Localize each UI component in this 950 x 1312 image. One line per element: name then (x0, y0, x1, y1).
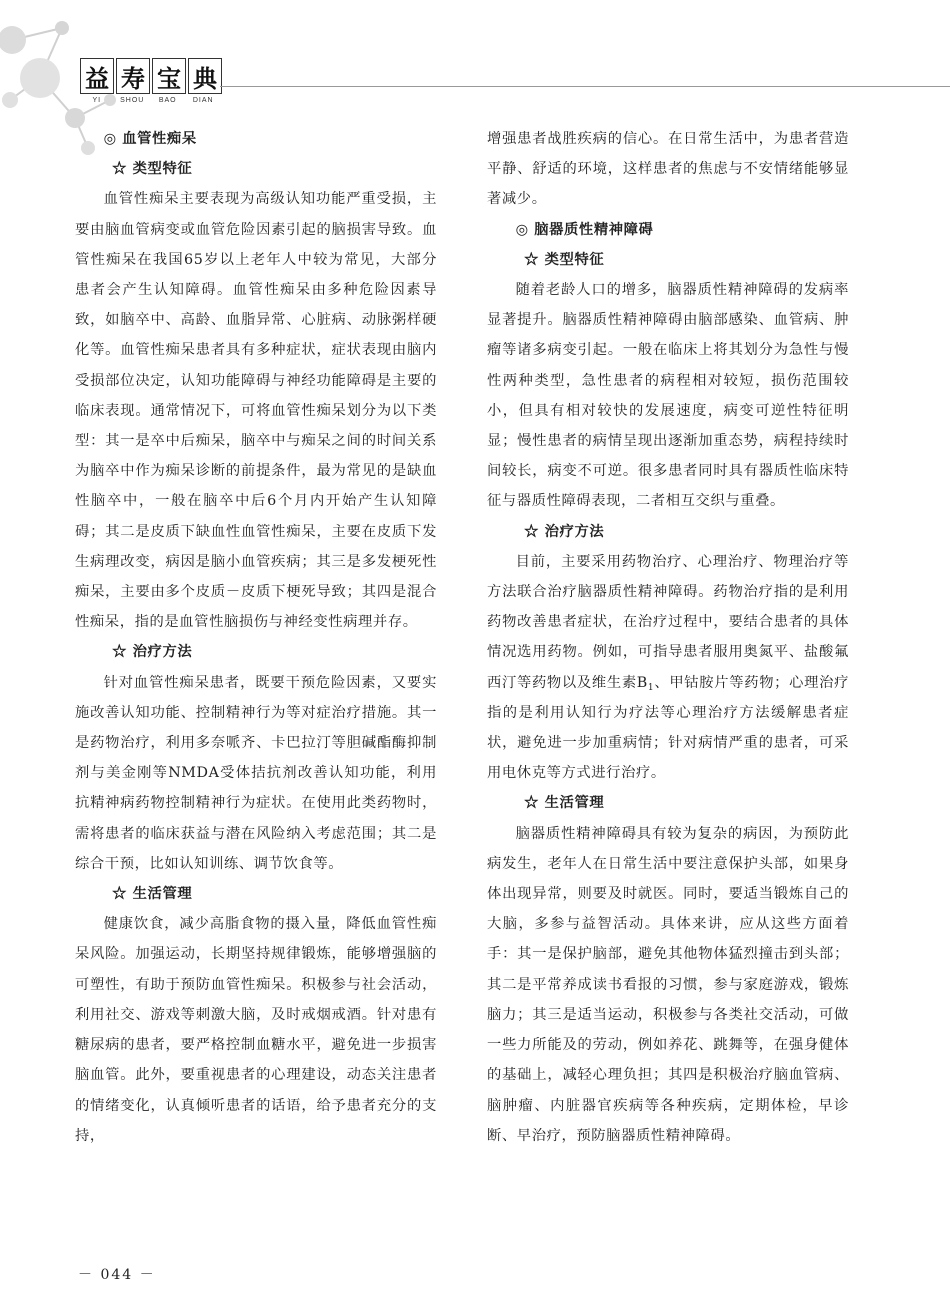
title-char: 典 (188, 58, 222, 94)
paragraph-lifestyle: 健康饮食，减少高脂食物的摄入量，降低血管性痴呆风险。加强运动，长期坚持规律锻炼，能够增强脑的可塑性，有助于预防血管性痴呆。积极参与社会活动，利用社交、游戏等刺激大脑，及时戒烟戒酒。针对患有糖尿病的患者，要严格控制血糖水平，避免进一步损害脑血管。此外，要重视患者的心理建设，动态关注患者的情绪变化，认真倾听患者的话语，给予患者充分的支持， (75, 916, 437, 1144)
subscript: 1 (647, 682, 655, 693)
paragraph-text: 、甲钴胺片等药物；心理治疗指的是利用认知行为疗法等心理治疗方法缓解患者症状，避免进一步加重病情；针对病情严重的患者，可采用电休克等方式进行治疗。 (487, 674, 849, 782)
pinyin-label: YI (92, 97, 102, 104)
masthead (80, 58, 222, 104)
pinyin-label: SHOU (120, 97, 145, 104)
masthead-pinyin (80, 97, 222, 104)
pinyin-label: DIAN (192, 97, 214, 104)
subheading-treatment: ☆ 治疗方法 (112, 644, 193, 661)
subheading-treatment: ☆ 治疗方法 (524, 523, 605, 540)
header-rule (220, 86, 950, 87)
title-char: 益 (80, 58, 114, 94)
pinyin-label: BAO (158, 97, 177, 104)
paragraph-continued: 增强患者战胜疾病的信心。在日常生活中，为患者营造平静、舒适的环境，这样患者的焦虑与不安情绪能够显著减少。 (487, 131, 849, 208)
paragraph-types: 血管性痴呆主要表现为高级认知功能严重受损，主要由脑血管病变或血管危险因素引起的脑损害导致。血管性痴呆在我国65岁以上老年人中较为常见，大部分患者会产生认知障碍。血管性痴呆由多种危险因素导致，如脑卒中、高龄、血脂异常、心脏病、动脉粥样硬化等。血管性痴呆患者具有多种症状，症状表现由脑内受损部位决定，认知功能障碍与神经功能障碍是主要的临床表现。通常情况下，可将血管性痴呆划分为以下类型：其一是卒中后痴呆，脑卒中与痴呆之间的时间关系为脑卒中作为痴呆诊断的前提条件，最为常见的是缺血性脑卒中，一般在脑卒中后6个月内开始产生认知障碍；其二是皮质下缺血性血管性痴呆，主要在皮质下发生病理改变，病因是脑小血管疾病；其三是多发梗死性痴呆，主要由多个皮质－皮质下梗死导致；其四是混合性痴呆，指的是血管性脑损伤与神经变性病理并存。 (75, 191, 437, 631)
paragraph-treatment: 针对血管性痴呆患者，既要干预危险因素，又要实施改善认知功能、控制精神行为等对症治疗措施。其一是药物治疗，利用多奈哌齐、卡巴拉汀等胆碱酯酶抑制剂与美金刚等NMDA受体拮抗剂改善认知功能，利用抗精神病药物控制精神行为症状。在使用此类药物时，需将患者的临床获益与潜在风险纳入考虑范围；其二是综合干预，比如认知训练、调节饮食等。 (75, 674, 437, 872)
subheading-lifestyle: ☆ 生活管理 (112, 886, 193, 903)
title-char: 寿 (116, 58, 150, 94)
masthead-title (80, 58, 222, 94)
right-column (487, 124, 849, 1151)
subheading-types: ☆ 类型特征 (524, 251, 605, 268)
title-char: 宝 (152, 58, 186, 94)
subheading-lifestyle: ☆ 生活管理 (524, 795, 605, 812)
paragraph-text: 目前，主要采用药物治疗、心理治疗、物理治疗等方法联合治疗脑器质性精神障碍。药物治疗指的是利用药物改善患者症状，在治疗过程中，要结合患者的具体情况选用药物。例如，可指导患者服用奥氮平、盐酸氟西汀等药物以及维生素B (487, 553, 849, 691)
paragraph-treatment (487, 547, 849, 789)
page-number: － 044 － (78, 1267, 156, 1283)
section-heading-vascular-dementia: ◎ 血管性痴呆 (103, 131, 197, 147)
paragraph-lifestyle: 脑器质性精神障碍具有较为复杂的病因，为预防此病发生，老年人在日常生活中要注意保护头部，如果身体出现异常，则要及时就医。同时，要适当锻炼自己的大脑，多参与益智活动。具体来讲，应从这些方面着手：其一是保护脑部，避免其他物体猛烈撞击到头部；其二是平常养成读书看报的习惯，参与家庭游戏，锻炼脑力；其三是适当运动，积极参与各类社交活动，可做一些力所能及的劳动，例如养花、跳舞等，在强身健体的基础上，减轻心理负担；其四是积极治疗脑血管病、脑肿瘤、内脏器官疾病等各种疾病，定期体检，早诊断、早治疗，预防脑器质性精神障碍。 (487, 825, 849, 1144)
left-column (75, 124, 437, 1151)
section-heading-organic-mental-disorder: ◎ 脑器质性精神障碍 (515, 221, 654, 238)
subheading-types: ☆ 类型特征 (112, 161, 193, 178)
paragraph-types: 随着老龄人口的增多，脑器质性精神障碍的发病率显著提升。脑器质性精神障碍由脑部感染、血管病、肿瘤等诸多病变引起。一般在临床上将其划分为急性与慢性两种类型，急性患者的病程相对较短，损伤范围较小，但具有相对较快的发展速度，病变可逆性特征明显；慢性患者的病情呈现出逐渐加重态势，病程持续时间较长，病变不可逆。很多患者同时具有器质性临床特征与器质性障碍表现，二者相互交织与重叠。 (487, 282, 849, 510)
